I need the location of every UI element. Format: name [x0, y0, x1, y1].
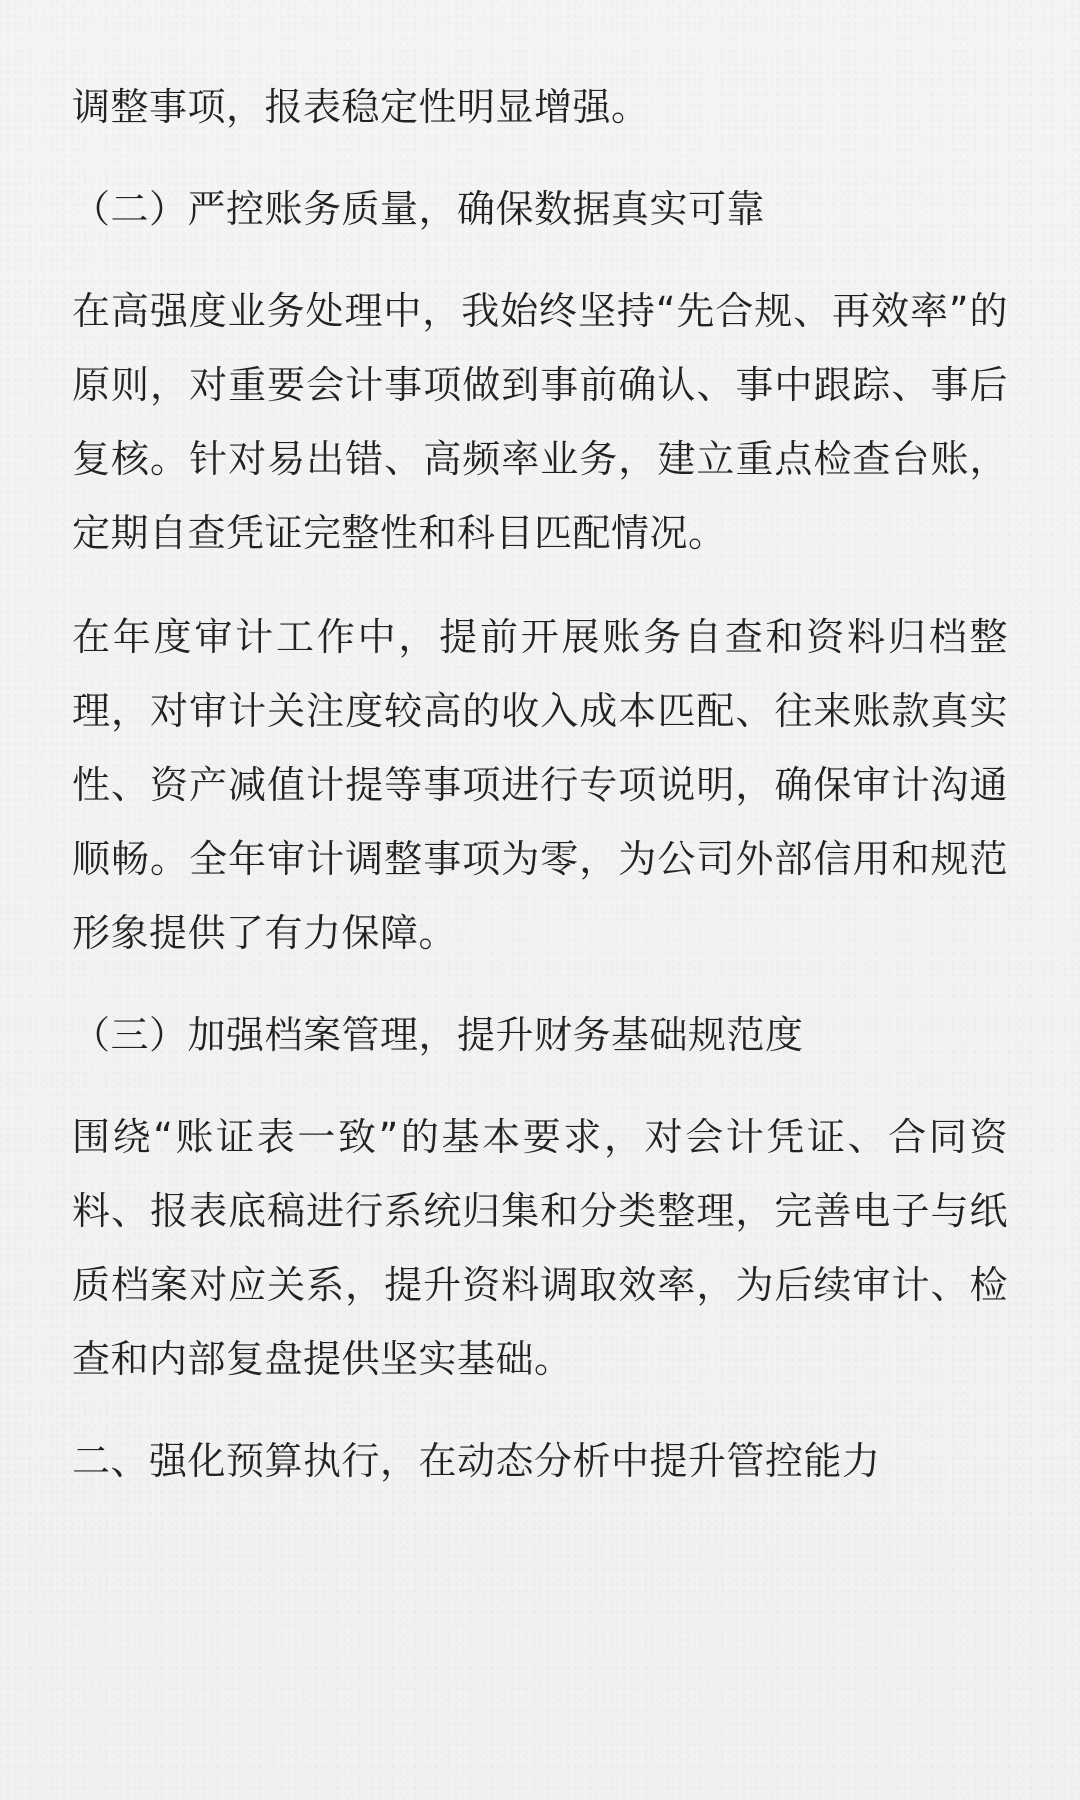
section-two-paragraph-two: 在年度审计工作中，提前开展账务自查和资料归档整理，对审计关注度较高的收入成本匹配、往来账款真实性、资产减值计提等事项进行专项说明，确保审计沟通顺畅。全年审计调整事项为零，为公司外部信用和规范形象提供了有力保障。: [72, 615, 1008, 955]
section-two-heading: （二）严控账务质量，确保数据真实可靠: [72, 187, 766, 231]
document-content: [72, 70, 1008, 1498]
part-two-heading: 二、强化预算执行，在动态分析中提升管控能力: [72, 1439, 881, 1483]
section-three-paragraph: 围绕“账证表一致”的基本要求，对会计凭证、合同资料、报表底稿进行系统归集和分类整理，完善电子与纸质档案对应关系，提升资料调取效率，为后续审计、检查和内部复盘提供坚实基础。: [72, 1115, 1008, 1381]
section-two-paragraph-one: 在高强度业务处理中，我始终坚持“先合规、再效率”的原则，对重要会计事项做到事前确认、事中跟踪、事后复核。针对易出错、高频率业务，建立重点检查台账，定期自查凭证完整性和科目匹配情况。: [72, 289, 1008, 555]
section-three-heading: （三）加强档案管理，提升财务基础规范度: [72, 1013, 804, 1057]
intro-tail-paragraph: 调整事项，报表稳定性明显增强。: [72, 85, 650, 129]
